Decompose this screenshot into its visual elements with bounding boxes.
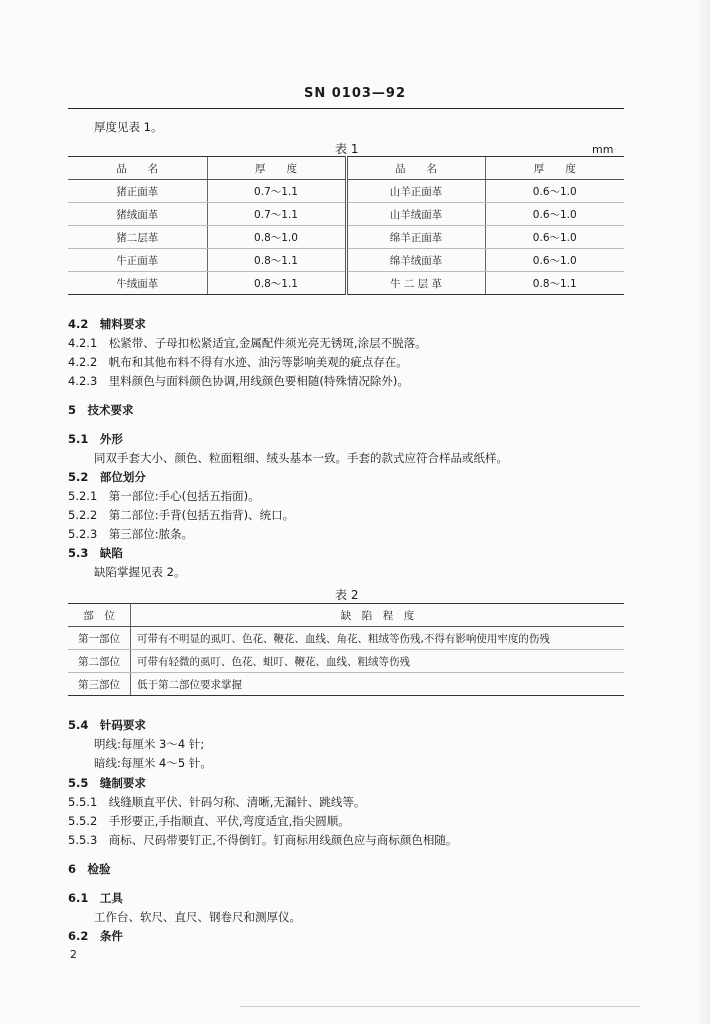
- clause-5-5-3: 5.5.3 商标、尺码带要钉正,不得倒钉。钉商标用线颜色应与商标颜色相随。: [68, 833, 458, 847]
- table-cell: 0.6～1.0: [485, 226, 624, 249]
- footer-rule: [240, 1006, 640, 1007]
- table-cell: 猪绒面革: [68, 203, 207, 226]
- table-cell: 低于第二部位要求掌握: [131, 673, 625, 696]
- header-cell: 品 名: [68, 157, 207, 180]
- table-row: [68, 203, 624, 226]
- stitch-line-hidden: 暗线:每厘米 4～5 针。: [94, 756, 212, 770]
- table-cell: 0.6～1.0: [485, 180, 624, 203]
- page-edge-shadow: [696, 0, 710, 1024]
- table-cell: 第一部位: [68, 627, 131, 650]
- section-6-1-text: 工作台、软尺、直尺、钢卷尺和测厚仪。: [94, 910, 301, 924]
- table-row: [68, 627, 624, 650]
- section-5-1-title: 5.1 外形: [68, 432, 123, 446]
- table2-caption: 表 2: [335, 588, 359, 602]
- table-cell: 第二部位: [68, 650, 131, 673]
- table-cell: 0.7～1.1: [207, 203, 346, 226]
- table-cell: 0.7～1.1: [207, 180, 346, 203]
- section-6-title: 6 检验: [68, 862, 111, 876]
- section-4-2-title: 4.2 辅料要求: [68, 317, 146, 331]
- table-cell: 0.8～1.1: [207, 272, 346, 295]
- clause-5-5-1: 5.5.1 线缝顺直平伏、针码匀称、清晰,无漏针、跳线等。: [68, 795, 366, 809]
- section-6-2-title: 6.2 条件: [68, 929, 123, 943]
- table-cell: 0.6～1.0: [485, 203, 624, 226]
- section-5-2-title: 5.2 部位划分: [68, 470, 146, 484]
- clause-5-2-2: 5.2.2 第二部位:手背(包括五指背)、统口。: [68, 508, 295, 522]
- section-5-title: 5 技术要求: [68, 403, 134, 417]
- table-row: [68, 673, 624, 696]
- header-cell: 缺 陷 程 度: [131, 604, 625, 627]
- section-5-3-text: 缺陷掌握见表 2。: [94, 565, 186, 579]
- clause-4-2-1: 4.2.1 松紧带、子母扣松紧适宜,金属配件须光亮无锈斑,涂层不脱落。: [68, 336, 427, 350]
- intro-text: 厚度见表 1。: [94, 120, 163, 134]
- header-cell: 厚 度: [485, 157, 624, 180]
- clause-5-2-1: 5.2.1 第一部位:手心(包括五指面)。: [68, 489, 260, 503]
- table-cell: 0.8～1.1: [485, 272, 624, 295]
- table-cell: 山羊绒面革: [346, 203, 485, 226]
- section-5-1-text: 同双手套大小、颜色、粒面粗细、绒头基本一致。手套的款式应符合样品或纸样。: [94, 451, 508, 465]
- table1-unit: mm: [592, 143, 614, 156]
- table1-caption: 表 1: [335, 142, 359, 156]
- header-cell: 厚 度: [207, 157, 346, 180]
- table-row: [68, 650, 624, 673]
- clause-4-2-2: 4.2.2 帆布和其他布料不得有水迹、油污等影响美观的疵点存在。: [68, 355, 408, 369]
- thickness-table: [68, 156, 624, 295]
- header-cell: 品 名: [346, 157, 485, 180]
- table-cell: 山羊正面革: [346, 180, 485, 203]
- table-cell: 绵羊绒面革: [346, 249, 485, 272]
- section-5-4-title: 5.4 针码要求: [68, 718, 146, 732]
- table-header-row: [68, 604, 624, 627]
- table-cell: 牛 二 层 革: [346, 272, 485, 295]
- table-row: [68, 226, 624, 249]
- clause-5-5-2: 5.5.2 手形要正,手指顺直、平伏,弯度适宜,指尖圆顺。: [68, 814, 350, 828]
- clause-5-2-3: 5.2.3 第三部位:脓条。: [68, 527, 194, 541]
- standard-code-header: SN 0103—92: [303, 86, 407, 101]
- table-cell: 可带有不明显的虱叮、色花、鞭花、血线、角花、粗绒等伤残,不得有影响使用牢度的伤残: [131, 627, 625, 650]
- section-6-1-title: 6.1 工具: [68, 891, 123, 905]
- table-row: [68, 180, 624, 203]
- table-row: [68, 272, 624, 295]
- table-cell: 0.8～1.0: [207, 226, 346, 249]
- table-cell: 牛正面革: [68, 249, 207, 272]
- section-5-3-title: 5.3 缺陷: [68, 546, 123, 560]
- table-cell: 牛绒面革: [68, 272, 207, 295]
- table-cell: 0.6～1.0: [485, 249, 624, 272]
- table-cell: 第三部位: [68, 673, 131, 696]
- defect-table: [68, 603, 624, 696]
- page-number: 2: [70, 948, 77, 961]
- clause-4-2-3: 4.2.3 里料颜色与面料颜色协调,用线颜色要相随(特殊情况除外)。: [68, 374, 409, 388]
- section-5-5-title: 5.5 缝制要求: [68, 776, 146, 790]
- table-row: [68, 249, 624, 272]
- table-cell: 猪二层革: [68, 226, 207, 249]
- table-cell: 可带有轻微的虱叮、色花、蛆叮、鞭花、血线、粗绒等伤残: [131, 650, 625, 673]
- table-header-row: [68, 157, 624, 180]
- table-cell: 0.8～1.1: [207, 249, 346, 272]
- table-cell: 绵羊正面革: [346, 226, 485, 249]
- stitch-line-visible: 明线:每厘米 3～4 针;: [94, 737, 205, 751]
- header-rule: [68, 108, 624, 109]
- table-cell: 猪正面革: [68, 180, 207, 203]
- header-cell: 部 位: [68, 604, 131, 627]
